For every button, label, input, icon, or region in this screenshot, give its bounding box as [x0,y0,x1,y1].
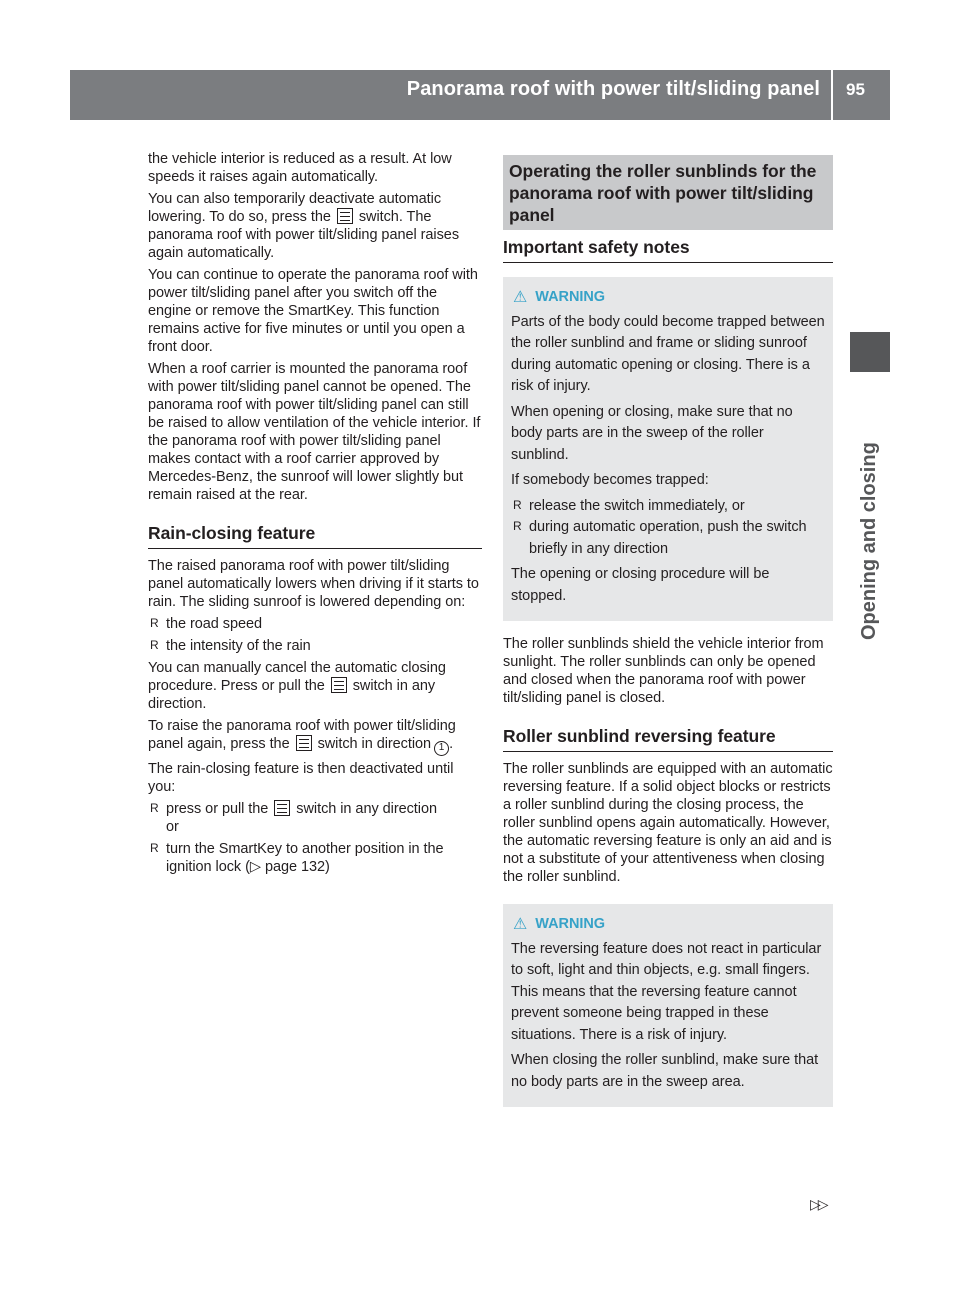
side-tab [850,380,890,640]
paragraph: The roller sunblinds are equipped with an automatic reversing feature. If a solid object blocks or restricts a roller sunblind during the closing process, the roller sunblind opens again automatically. However, the automatic reversing feature is only an aid and is not a substitute of your attentiveness when closing the roller sunblind. [503,761,833,885]
list-item: R the intensity of the rain [150,638,311,654]
list-item: R press or pull the switch in any direction or [150,801,437,835]
bullet-icon: R [150,616,159,630]
direction-number-icon: 1 [434,741,449,756]
right-column [503,155,833,1121]
paragraph: The reversing feature does not react in particular to soft, light and thin objects, e.g. small fingers. This means that the reversing feature cannot prevent someone being trapped in these situations. There is a risk of injury. [511,940,822,1043]
section-heading-rain-closing: Rain-closing feature [148,524,482,549]
bullet-icon: R [150,841,159,855]
switch-icon [337,208,353,224]
warning-header [511,914,825,936]
paragraph: If somebody becomes trapped: [511,472,709,488]
warning-label: WARNING [535,289,606,305]
header-title: Panorama roof with power tilt/sliding panel [406,78,820,100]
bullet-icon: R [150,638,159,652]
page-reference-arrow-icon: ▷ [249,859,261,875]
paragraph: You can also temporarily deactivate automatic lowering. To do so, press the switch. The panorama roof with power tilt/sliding panel raises again automatically. [148,191,460,261]
paragraph: You can manually cancel the automatic closing procedure. Press or pull the switch in any direction. [148,660,446,712]
paragraph: The opening or closing procedure will be stopped. [511,566,770,604]
section-title-roller-sunblinds: Operating the roller sunblinds for the panorama roof with power tilt/sliding panel [503,155,833,230]
bullet-list [148,800,482,876]
side-tab-block [850,332,890,372]
page-header [70,70,890,120]
warning-box [503,904,833,1107]
list-item: R during automatic operation, push the switch briefly in any direction [511,517,825,560]
switch-icon [296,735,312,751]
warning-label: WARNING [535,916,606,932]
paragraph: When opening or closing, make sure that no body parts are in the sweep of the roller sunblind. [511,403,793,463]
switch-icon [331,677,347,693]
paragraph: The raised panorama roof with power tilt/sliding panel automatically lowers when driving if it starts to rain. The sliding sunroof is lowered depending on: [148,558,479,610]
paragraph: When closing the roller sunblind, make sure that no body parts are in the sweep area. [511,1052,819,1090]
bullet-icon: R [513,497,522,512]
list-item: R turn the SmartKey to another position in the ignition lock (▷ page 132) [150,841,444,875]
bullet-icon: R [513,519,522,533]
paragraph: the vehicle interior is reduced as a result. At low speeds it raises again automatically. [148,151,452,185]
continue-arrows-icon: ▷▷ [810,1196,826,1212]
warning-triangle-icon: ⚠ [513,916,528,933]
header-divider [831,70,833,120]
switch-icon [274,800,290,816]
section-heading-reversing-feature: Roller sunblind reversing feature [503,727,833,752]
paragraph: The roller sunblinds shield the vehicle interior from sunlight. The roller sunblinds can only be opened and closed when the panorama roof with power tilt/sliding panel is closed. [503,636,824,706]
paragraph: You can continue to operate the panorama roof with power tilt/sliding panel after you switch off the engine or remove the SmartKey. This function remains active for five minutes or until you open a front door. [148,267,478,355]
bullet-list [148,615,482,655]
side-tab-label: Opening and closing [858,442,880,640]
list-item: R the road speed [150,616,263,632]
warning-box [503,277,833,621]
paragraph: The rain-closing feature is then deactivated until you: [148,761,454,795]
warning-header [511,287,825,309]
list-item: R release the switch immediately, or [511,496,825,518]
warning-triangle-icon: ⚠ [513,289,528,306]
paragraph: To raise the panorama roof with power tilt/sliding panel again, press the switch in direction 1 . [148,717,482,756]
section-heading-safety-notes: Important safety notes [503,238,833,263]
left-column [148,150,482,880]
paragraph: Parts of the body could become trapped between the roller sunblind and frame or sliding sunroof during automatic opening or closing. There is a risk of injury. [511,313,825,394]
bullet-list [511,496,825,561]
paragraph: When a roof carrier is mounted the panorama roof with power tilt/sliding panel cannot be opened. The panorama roof with power tilt/sliding panel can still be raised to allow ventilation of the vehicle interior. If the panorama roof with power tilt/sliding panel makes contact with a roof carrier approved by Mercedes-Benz, the sunroof will lower slightly but remain raised at the rear. [148,361,481,503]
page-number: 95 [846,80,865,99]
page-reference-link[interactable]: page 132) [260,859,330,875]
bullet-icon: R [150,801,159,815]
